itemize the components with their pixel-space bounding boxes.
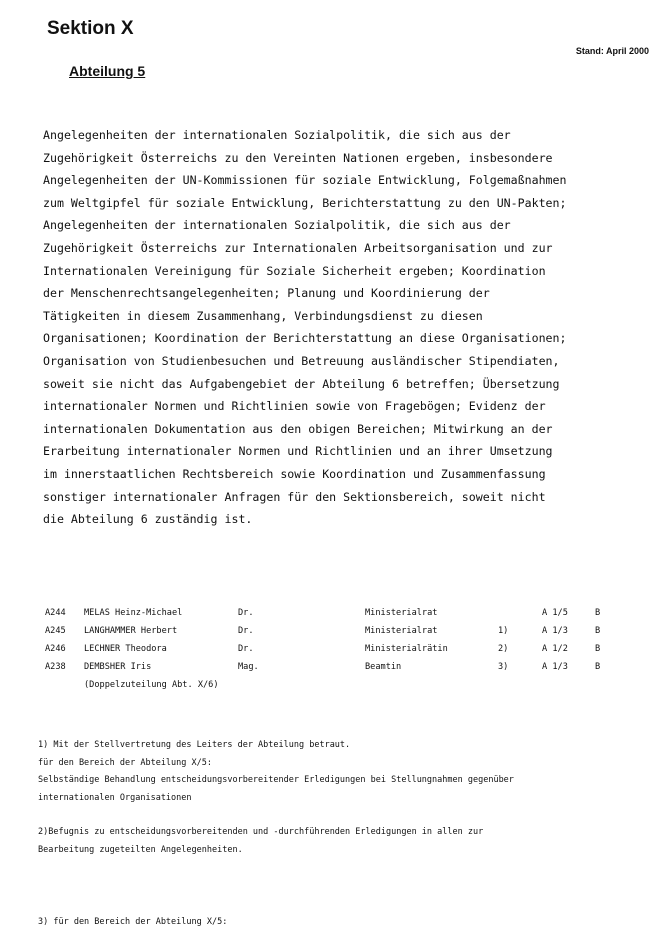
footnote-gap <box>38 807 658 824</box>
paragraph-line: im innerstaatlichen Rechtsbereich sowie Koordination und Zusammenfassung <box>43 466 546 481</box>
section-title: Sektion X <box>47 18 134 39</box>
staff-name: DEMBSHER Iris <box>84 662 152 672</box>
staff-note: 3) <box>498 662 509 672</box>
footnote-line: internationalen Organisationen <box>38 792 192 803</box>
footnote-line: Selbständige Behandlung entscheidungsvorbereitender Erledigungen bei Stellungnahmen gegenüber <box>38 775 514 785</box>
department-title: Abteilung 5 <box>69 63 146 79</box>
paragraph-line: Erarbeitung internationaler Normen und Richtlinien und an ihrer Umsetzung <box>43 444 553 459</box>
paragraph-line: die Abteilung 6 zuständig ist. <box>43 512 253 527</box>
paragraph-line: der Menschenrechtsangelegenheiten; Planung und Koordinierung der <box>43 286 490 301</box>
staff-position: Beamtin <box>365 662 402 672</box>
staff-category: B <box>595 608 601 618</box>
staff-grade: A 1/5 <box>542 608 568 618</box>
paragraph-line: sonstiger internationaler Anfragen für den Sektionsbereich, soweit nicht <box>43 489 546 504</box>
paragraph-line: Organisation von Studienbesuchen und Betreuung ausländischer Stipendiaten, <box>43 353 560 368</box>
staff-title: Dr. <box>238 626 254 636</box>
footnote-gap <box>38 859 658 914</box>
staff-title: Mag. <box>238 662 259 672</box>
staff-title: Dr. <box>238 608 254 618</box>
paragraph-line: Zugehörigkeit Österreichs zur Internationalen Arbeitsorganisation und zur <box>43 240 553 255</box>
staff-row <box>45 608 645 626</box>
status-date: Stand: April 2000 <box>575 46 649 56</box>
staff-note: 1) <box>498 626 509 636</box>
staff-code: A246 <box>45 644 66 654</box>
paragraph-line: Angelegenheiten der internationalen Sozialpolitik, die sich aus der <box>43 128 511 142</box>
staff-row <box>45 680 645 698</box>
paragraph-line: Angelegenheiten der internationalen Sozialpolitik, die sich aus der <box>43 218 511 233</box>
staff-note: 2) <box>498 644 509 654</box>
staff-code: A244 <box>45 608 66 618</box>
footnote-line: für den Bereich der Abteilung X/5: <box>38 757 212 768</box>
paragraph-line: soweit sie nicht das Aufgabengebiet der Abteilung 6 betreffen; Übersetzung <box>43 376 560 391</box>
footnote-line: Bearbeitung zugeteilten Angelegenheiten. <box>38 844 243 855</box>
paragraph-line: zum Weltgipfel für soziale Entwicklung, Berichterstattung zu den UN-Pakten; <box>43 195 567 210</box>
staff-name: LANGHAMMER Herbert <box>84 626 178 636</box>
staff-position: Ministerialrat <box>365 626 438 636</box>
paragraph-line: internationaler Normen und Richtlinien sowie von Fragebögen; Evidenz der <box>43 399 546 414</box>
footnotes <box>38 737 658 932</box>
staff-category: B <box>595 644 601 654</box>
staff-category: B <box>595 662 601 672</box>
staff-row <box>45 626 645 644</box>
paragraph-line: Tätigkeiten in diesem Zusammenhang, Verbindungsdienst zu diesen <box>43 308 483 323</box>
staff-grade: A 1/3 <box>542 626 568 636</box>
staff-row <box>45 662 645 680</box>
staff-code: A245 <box>45 626 66 636</box>
staff-code: A238 <box>45 662 66 672</box>
staff-row <box>45 644 645 662</box>
staff-category: B <box>595 626 601 636</box>
staff-assignment-note: (Doppelzuteilung Abt. X/6) <box>84 680 219 690</box>
footnote-line: 1) Mit der Stellvertretung des Leiters der Abteilung betraut. <box>38 740 351 750</box>
footnote-line: 3) für den Bereich der Abteilung X/5: <box>38 917 228 927</box>
staff-grade: A 1/2 <box>542 644 568 654</box>
staff-position: Ministerialrätin <box>365 644 448 654</box>
paragraph-line: Organisationen; Koordination der Berichterstattung an diese Organisationen; <box>43 331 567 346</box>
staff-name: MELAS Heinz-Michael <box>84 608 183 618</box>
paragraph-line: Zugehörigkeit Österreichs zu den Vereinten Nationen ergeben, insbesondere <box>43 150 553 165</box>
responsibilities-paragraph <box>43 124 663 531</box>
staff-grade: A 1/3 <box>542 662 568 672</box>
staff-table <box>45 608 645 698</box>
paragraph-line: internationalen Dokumentation aus den obigen Bereichen; Mitwirkung an der <box>43 421 553 436</box>
staff-name: LECHNER Theodora <box>84 644 167 654</box>
staff-title: Dr. <box>238 644 254 654</box>
staff-position: Ministerialrat <box>365 608 438 618</box>
footnote-line: 2)Befugnis zu entscheidungsvorbereitenden und -durchführenden Erledigungen in allen zur <box>38 827 484 837</box>
paragraph-line: Internationalen Vereinigung für Soziale Sicherheit ergeben; Koordination <box>43 263 546 278</box>
paragraph-line: Angelegenheiten der UN-Kommissionen für soziale Entwicklung, Folgemaßnahmen <box>43 173 567 188</box>
